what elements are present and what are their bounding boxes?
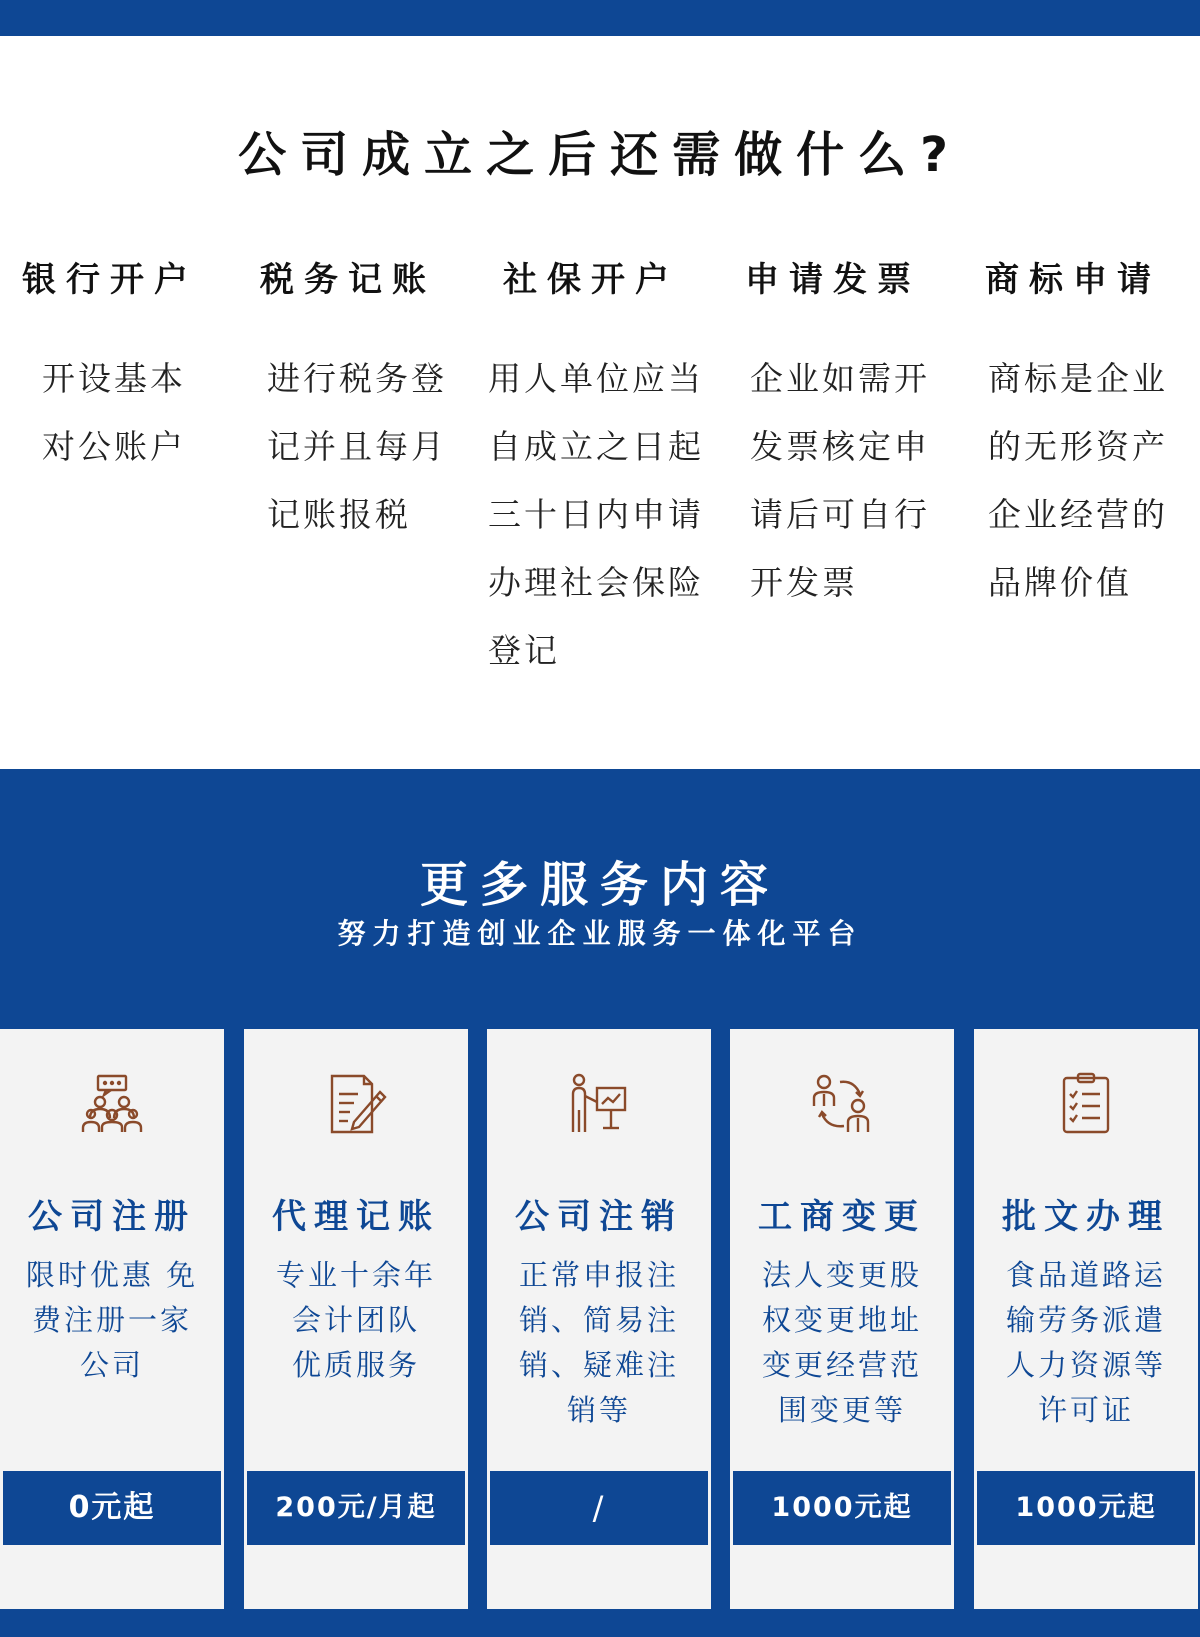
step-invoice <box>745 255 965 602</box>
services-subtitle: 努力打造创业企业服务一体化平台 <box>337 917 863 950</box>
step-heading: 税务记账 <box>260 260 436 300</box>
step-line: 品牌价值 <box>988 563 1132 602</box>
step-line: 商标是企业 <box>988 359 1168 398</box>
service-card-bookkeeping[interactable] <box>244 1029 468 1609</box>
service-desc-line: 变更经营范 <box>761 1348 922 1382</box>
step-line: 发票核定申 <box>750 427 930 466</box>
service-title: 批文办理 <box>1002 1197 1170 1237</box>
service-desc-line: 会计团队 <box>291 1303 420 1337</box>
step-bank-account <box>22 255 242 466</box>
price-badge[interactable]: 200元/月起 <box>247 1471 465 1545</box>
step-tax-bookkeeping <box>260 255 480 534</box>
step-heading: 申请发票 <box>745 260 921 300</box>
service-desc-line: 围变更等 <box>777 1393 906 1427</box>
service-desc-line: 公司 <box>79 1348 144 1382</box>
service-desc-line: 许可证 <box>1037 1393 1134 1427</box>
presentation-icon <box>567 1072 631 1136</box>
service-desc-line: 费注册一家 <box>31 1303 192 1337</box>
step-line: 开设基本 <box>42 359 186 398</box>
price-badge[interactable]: 1000元起 <box>977 1471 1195 1545</box>
step-line: 的无形资产 <box>988 427 1168 466</box>
service-desc-line: 食品道路运 <box>1005 1258 1166 1292</box>
service-desc-line: 人力资源等 <box>1005 1348 1166 1382</box>
service-desc-line: 正常申报注 <box>518 1258 679 1292</box>
step-line: 自成立之日起 <box>488 427 704 466</box>
step-trademark <box>985 255 1200 602</box>
service-card-registration[interactable] <box>0 1029 224 1609</box>
step-line: 登记 <box>488 631 560 670</box>
step-line: 进行税务登 <box>267 359 447 398</box>
checklist-icon <box>1054 1072 1118 1136</box>
step-heading: 商标申请 <box>985 260 1161 300</box>
step-line: 用人单位应当 <box>488 359 704 398</box>
step-line: 企业如需开 <box>750 359 930 398</box>
step-line: 记账报税 <box>267 495 411 534</box>
service-title: 公司注销 <box>515 1197 683 1237</box>
service-card-deregistration[interactable] <box>487 1029 711 1609</box>
step-social-insurance <box>488 255 723 670</box>
step-line: 企业经营的 <box>988 495 1168 534</box>
service-desc-line: 销等 <box>566 1393 631 1427</box>
service-card-business-change[interactable] <box>730 1029 954 1609</box>
person-swap-icon <box>810 1072 874 1136</box>
step-heading: 社保开户 <box>503 260 679 300</box>
service-title: 工商变更 <box>758 1197 926 1237</box>
page-title: 公司成立之后还需做什么? <box>238 127 962 183</box>
price-badge[interactable]: 1000元起 <box>733 1471 951 1545</box>
step-line: 请后可自行 <box>750 495 930 534</box>
service-title: 代理记账 <box>272 1197 440 1237</box>
price-badge[interactable]: 0元起 <box>3 1471 221 1545</box>
step-heading: 银行开户 <box>22 260 198 300</box>
meeting-group-icon <box>80 1072 144 1136</box>
step-line: 三十日内申请 <box>488 495 704 534</box>
service-desc-line: 限时优惠 免 <box>25 1258 199 1292</box>
service-desc-line: 销、疑难注 <box>518 1348 679 1382</box>
service-desc-line: 权变更地址 <box>761 1303 922 1337</box>
service-desc-line: 输劳务派遣 <box>1005 1303 1166 1337</box>
document-edit-icon <box>324 1072 388 1136</box>
services-title: 更多服务内容 <box>419 857 780 913</box>
step-line: 开发票 <box>750 563 858 602</box>
service-desc-line: 法人变更股 <box>761 1258 922 1292</box>
service-desc-line: 优质服务 <box>291 1348 420 1382</box>
service-card-permits[interactable] <box>974 1029 1198 1609</box>
service-desc-line: 销、简易注 <box>518 1303 679 1337</box>
price-badge[interactable]: / <box>490 1471 708 1545</box>
step-line: 记并且每月 <box>267 427 447 466</box>
step-line: 办理社会保险 <box>488 563 704 602</box>
step-line: 对公账户 <box>42 427 186 466</box>
service-desc-line: 专业十余年 <box>275 1258 436 1292</box>
service-title: 公司注册 <box>28 1197 196 1237</box>
top-bar <box>0 0 1200 36</box>
